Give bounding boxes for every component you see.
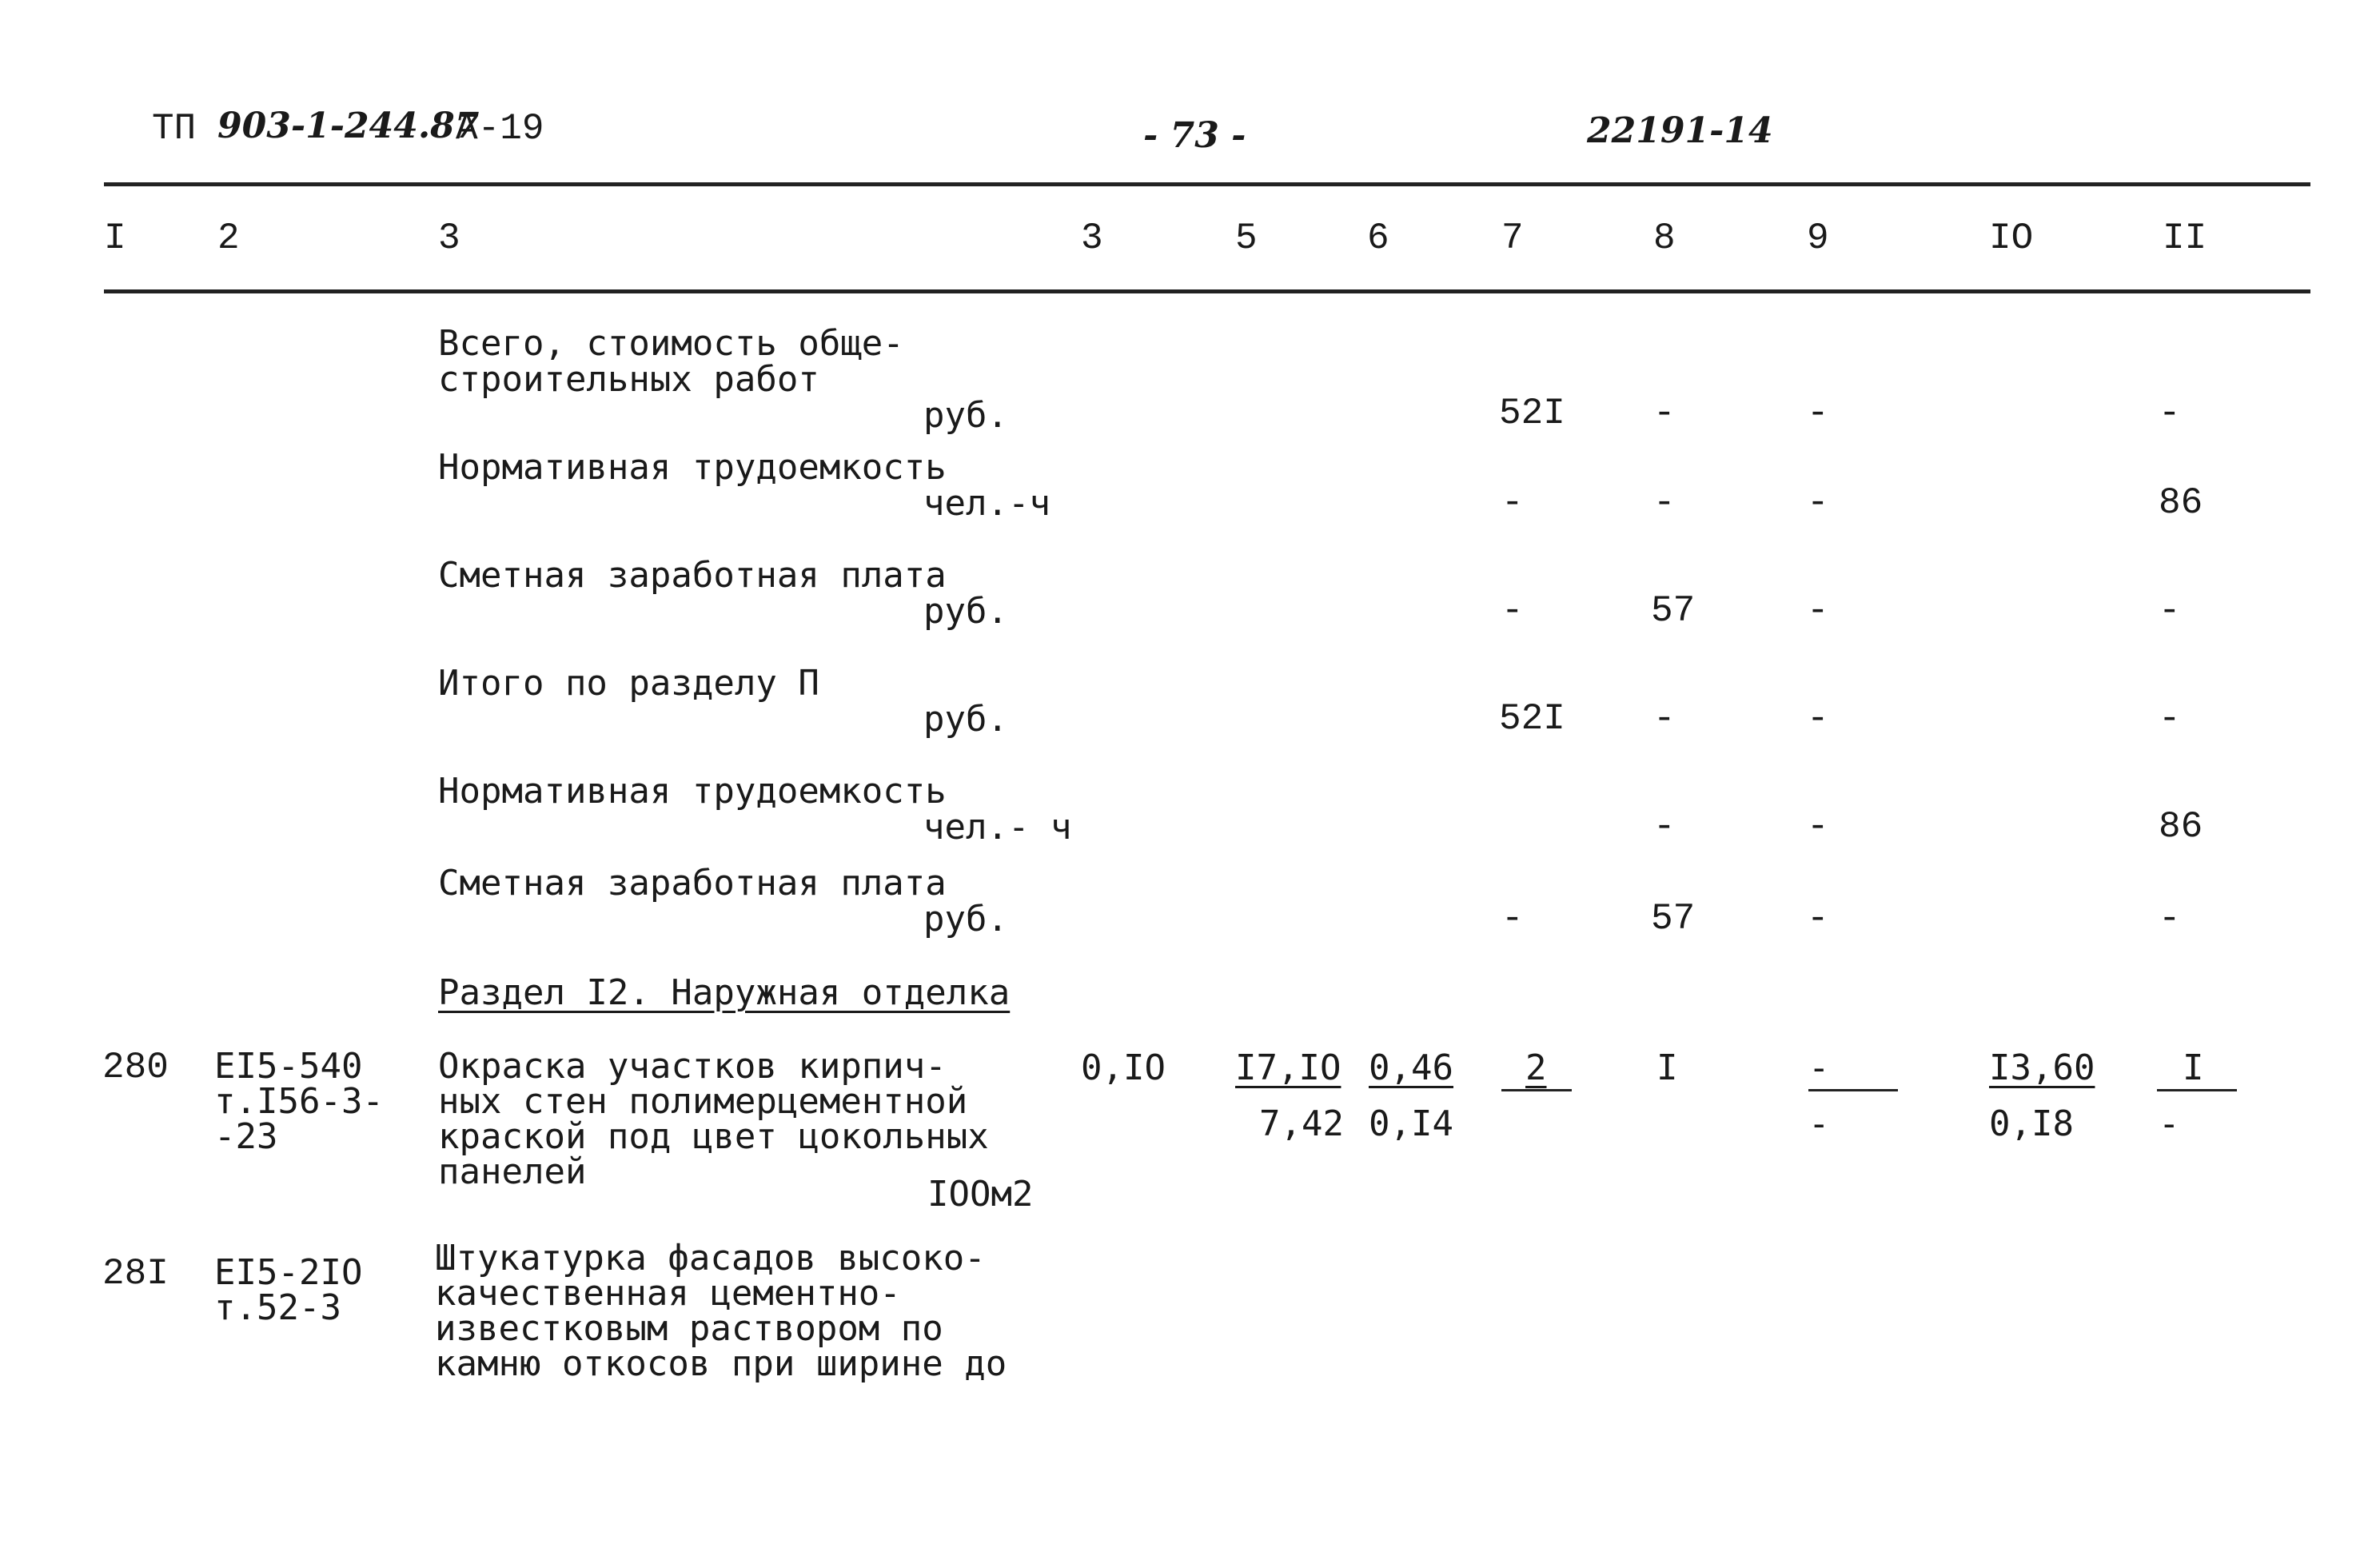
item-col9-top: - — [1808, 1047, 1830, 1088]
summary-col7: 52I — [1499, 698, 1565, 740]
col-header-10: IO — [1989, 217, 2034, 259]
header-bottom-rule — [104, 289, 2310, 293]
summary-label: Нормативная трудоемкость — [438, 447, 947, 488]
summary-col9: - — [1807, 806, 1829, 848]
summary-col7: 52I — [1499, 393, 1565, 434]
summary-unit: руб. — [923, 591, 1008, 632]
item-code: -23 — [214, 1116, 278, 1157]
summary-col9: - — [1807, 698, 1829, 740]
item-description: панелей — [438, 1151, 587, 1192]
summary-col8: 57 — [1651, 898, 1696, 940]
summary-label: строительных работ — [438, 359, 819, 400]
summary-col9: - — [1807, 482, 1829, 524]
header-sheet-code: 22191-14 — [1587, 110, 1773, 151]
col-header-8: 8 — [1653, 217, 1676, 259]
item-quantity: 0,IO — [1081, 1047, 1166, 1088]
summary-col8: - — [1653, 806, 1676, 848]
summary-label: Итого по разделу П — [438, 663, 819, 704]
item-col11-bottom: - — [2159, 1103, 2180, 1144]
header-tp-prefix: ТП — [152, 108, 197, 150]
col-header-7: 7 — [1501, 217, 1524, 259]
summary-label: Сметная заработная плата — [438, 555, 947, 596]
top-rule — [104, 182, 2310, 186]
summary-col7: - — [1501, 482, 1524, 524]
summary-label: Нормативная трудоемкость — [438, 771, 947, 812]
summary-unit: руб. — [923, 699, 1008, 740]
item-unit: IOOм2 — [927, 1174, 1034, 1215]
summary-unit: руб. — [923, 395, 1008, 436]
summary-unit: руб. — [923, 899, 1008, 940]
item-col9-bottom: - — [1808, 1103, 1830, 1144]
item-description: известковым раствором по — [435, 1308, 943, 1349]
item-col10-top: I3,60 — [1989, 1047, 2095, 1088]
col-header-1: I — [104, 217, 126, 259]
item-col6-top: 0,46 — [1369, 1047, 1453, 1088]
header-page-number: - 73 - — [1143, 115, 1246, 156]
item-col10-bottom: 0,I8 — [1989, 1103, 2074, 1144]
summary-col11: 86 — [2159, 482, 2203, 524]
header-album: А-19 — [456, 108, 544, 150]
summary-col11: - — [2159, 698, 2181, 740]
col-header-5: 5 — [1235, 217, 1258, 259]
summary-col8: - — [1653, 393, 1676, 434]
summary-col8: 57 — [1651, 590, 1696, 632]
col-header-3: 3 — [438, 217, 460, 259]
col-header-4: 3 — [1081, 217, 1103, 259]
item-col11-top: I — [2183, 1047, 2204, 1088]
item-description: качественная цементно- — [435, 1273, 901, 1314]
item-col9-underline — [1808, 1089, 1898, 1091]
summary-col7: - — [1501, 898, 1524, 940]
item-col7-underline — [1501, 1089, 1572, 1091]
item-col8-top: I — [1656, 1047, 1678, 1088]
item-code: EI5-2IO — [214, 1252, 363, 1293]
summary-col9: - — [1807, 898, 1829, 940]
item-code: т.I56-3- — [214, 1081, 384, 1122]
col-header-6: 6 — [1367, 217, 1389, 259]
summary-col7: - — [1501, 590, 1524, 632]
item-col11-underline — [2157, 1089, 2237, 1091]
item-col7-top: 2 — [1525, 1047, 1547, 1088]
col-header-2: 2 — [217, 217, 240, 259]
summary-col9: - — [1807, 393, 1829, 434]
section-title: Раздел I2. Наружная отделка — [438, 972, 1011, 1013]
summary-col9: - — [1807, 590, 1829, 632]
item-number: 280 — [102, 1047, 169, 1088]
summary-label: Всего, стоимость обще- — [438, 323, 904, 364]
summary-col11: 86 — [2159, 806, 2203, 848]
item-description: Штукатурка фасадов высоко- — [435, 1238, 986, 1279]
item-col5-top: I7,IO — [1235, 1047, 1341, 1088]
summary-col8: - — [1653, 482, 1676, 524]
col-header-11: II — [2163, 217, 2207, 259]
item-description: Окраска участков кирпич- — [438, 1046, 947, 1087]
summary-col11: - — [2159, 590, 2181, 632]
item-code: т.52-3 — [214, 1287, 341, 1328]
item-number: 28I — [102, 1253, 169, 1295]
summary-unit: чел.- ч — [923, 807, 1072, 848]
col-header-9: 9 — [1807, 217, 1829, 259]
item-description: краской под цвет цокольных — [438, 1116, 989, 1157]
item-col6-bottom: 0,I4 — [1369, 1103, 1453, 1144]
item-description: ных стен полимерцементной — [438, 1081, 968, 1122]
summary-col11: - — [2159, 393, 2181, 434]
item-code: EI5-540 — [214, 1046, 363, 1087]
item-description: камню откосов при ширине до — [435, 1343, 1007, 1384]
summary-col8: - — [1653, 698, 1676, 740]
header-doc-code: 903-1-244.87 — [217, 106, 480, 146]
item-col5-bottom: 7,42 — [1259, 1103, 1344, 1144]
summary-label: Сметная заработная плата — [438, 863, 947, 904]
summary-unit: чел.-ч — [923, 483, 1050, 524]
summary-col11: - — [2159, 898, 2181, 940]
